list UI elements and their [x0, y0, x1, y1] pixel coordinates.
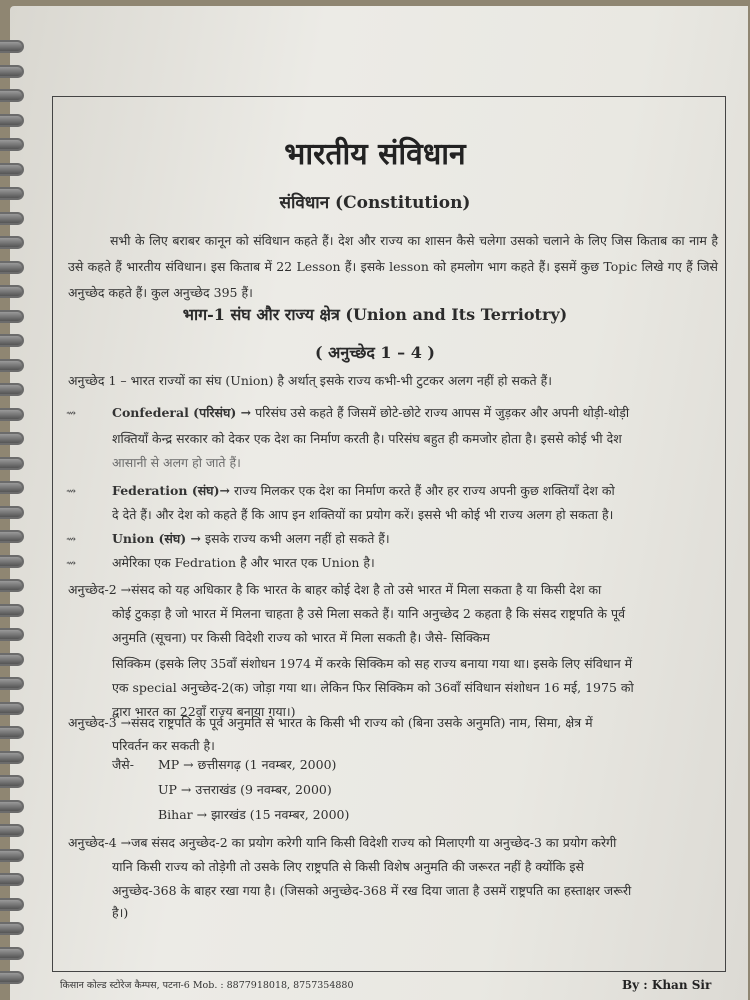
- article-range-heading: ( अनुच्छेद 1 – 4 ): [315, 343, 435, 362]
- confederal-line-2: शक्तियाँ केन्द्र सरकार को देकर एक देश का निर्माण करती है। परिसंघ बहुत ही कमजोर होता है। इससे कोई भी देश: [112, 431, 622, 446]
- article-2-line-6: द्वारा भारत का 22वाँ राज्य बनाया गया।): [112, 704, 296, 719]
- spiral-ring: [0, 285, 24, 298]
- spiral-ring: [0, 65, 24, 78]
- spiral-ring: [0, 383, 24, 396]
- spiral-ring: [0, 947, 24, 960]
- spiral-ring: [0, 800, 24, 813]
- spiral-ring: [0, 751, 24, 764]
- confederal-desc: परिसंघ उसे कहते हैं जिसमें छोटे-छोटे राज्य आपस में जुड़कर और अपनी थोड़ी-थोड़ी: [251, 405, 630, 420]
- article-2-line-4: सिक्किम (इसके लिए 35वाँ संशोधन 1974 में करके सिक्किम को सह राज्य बनाया गया था। इसके लिए संविधान में: [112, 656, 633, 671]
- article-3-line-1: अनुच्छेद-3 →संसद राष्ट्रपति के पूर्व अनुमति से भारत के किसी भी राज्य को (बिना उसके अनुमति) नाम, सिमा, क्षेत्र में: [68, 715, 593, 730]
- bullet-icon: ⇝: [66, 532, 77, 546]
- bullet-icon: ⇝: [66, 556, 77, 570]
- spiral-ring: [0, 726, 24, 739]
- bullet-icon: ⇝: [66, 484, 77, 498]
- spiral-ring: [0, 432, 24, 445]
- article-2-line-5: एक special अनुच्छेद-2(क) जोड़ा गया था। लेकिन फिर सिक्किम को 36वाँ संविधान संशोधन 16 मई, 1975 को: [112, 680, 634, 695]
- confederal-term: Confederal (परिसंघ) →: [112, 405, 252, 420]
- spiral-ring: [0, 873, 24, 886]
- page-title: भारतीय संविधान: [284, 137, 466, 172]
- spiral-ring: [0, 40, 24, 53]
- spiral-ring: [0, 604, 24, 617]
- spiral-ring: [0, 530, 24, 543]
- example-mp: MP → छत्तीसगढ़ (1 नवम्बर, 2000): [158, 757, 337, 772]
- spiral-ring: [0, 628, 24, 641]
- spiral-ring: [0, 849, 24, 862]
- article-3-line-2: परिवर्तन कर सकती है।: [112, 738, 215, 753]
- spiral-ring: [0, 408, 24, 421]
- spiral-ring: [0, 89, 24, 102]
- spiral-ring: [0, 898, 24, 911]
- spiral-ring: [0, 653, 24, 666]
- confederal-line-1: [112, 400, 629, 426]
- federation-line-2: दे देते हैं। और देश को कहते हैं कि आप इन शक्तियों का प्रयोग करें। इससे भी कोई भी राज्य अलग हो सकता है।: [112, 507, 614, 522]
- spiral-ring: [0, 555, 24, 568]
- article-2-line-2: कोई टुकड़ा है जो भारत में मिलना चाहता है उसे मिला सकते हैं। यानि अनुच्छेद 2 कहता है कि संसद राष्ट्रपति के पूर्व: [112, 606, 626, 621]
- article-2-line-3: अनुमति (सूचना) पर किसी विदेशी राज्य को भारत में मिला सकती है। जैसे- सिक्किम: [112, 630, 490, 645]
- spiral-ring: [0, 506, 24, 519]
- section-subtitle: संविधान (Constitution): [279, 193, 471, 213]
- spiral-ring: [0, 775, 24, 788]
- article-4-line-1: अनुच्छेद-4 →जब संसद अनुच्छेद-2 का प्रयोग करेगी यानि किसी विदेशी राज्य को मिलाएगी या अनुच्छेद-3 का प्रयोग करेगी: [68, 835, 617, 850]
- spiral-ring: [0, 922, 24, 935]
- example-up: UP → उत्तराखंड (9 नवम्बर, 2000): [158, 782, 332, 797]
- usa-line: अमेरिका एक Fedration है और भारत एक Union है।: [112, 555, 375, 570]
- spiral-ring: [0, 702, 24, 715]
- spiral-ring: [0, 579, 24, 592]
- article-2-line-1: अनुच्छेद-2 →संसद को यह अधिकार है कि भारत के बाहर कोई देश है तो उसे भारत में मिला सकता है या किसी देश का: [68, 582, 602, 597]
- spiral-ring: [0, 481, 24, 494]
- spiral-ring: [0, 114, 24, 127]
- spiral-ring: [0, 677, 24, 690]
- spiral-binding: [0, 40, 30, 1000]
- spiral-ring: [0, 457, 24, 470]
- footer-author: By : Khan Sir: [622, 978, 712, 992]
- example-label: जैसे-: [112, 757, 134, 772]
- union-desc: इसके राज्य कभी अलग नहीं हो सकते हैं।: [201, 531, 390, 546]
- union-line: [112, 526, 390, 552]
- federation-line-1: [112, 478, 615, 504]
- federation-desc: राज्य मिलकर एक देश का निर्माण करते हैं और हर राज्य अपनी कुछ शक्तियाँ देश को: [229, 483, 615, 498]
- article-4-line-3: अनुच्छेद-368 के बाहर रखा गया है। (जिसको अनुच्छेद-368 में रख दिया जाता है उसमें राष्ट्रपति का हस्ताक्षर जरूरी: [112, 883, 632, 898]
- footer-address: किसान कोल्ड स्टोरेज कैम्पस, पटना-6 Mob. : 8877918018, 8757354880: [60, 980, 354, 991]
- bullet-icon: ⇝: [66, 406, 77, 420]
- article-4-line-4: है।): [112, 905, 129, 920]
- example-bihar: Bihar → झारखंड (15 नवम्बर, 2000): [158, 807, 350, 822]
- spiral-ring: [0, 236, 24, 249]
- spiral-ring: [0, 212, 24, 225]
- article-4-line-2: यानि किसी राज्य को तोड़ेगी तो उसके लिए राष्ट्रपति से किसी विशेष अनुमति की जरूरत नहीं है क्योंकि इसे: [112, 859, 584, 874]
- part-heading: भाग-1 संघ और राज्य क्षेत्र (Union and Its Terriotry): [182, 305, 568, 324]
- spiral-ring: [0, 824, 24, 837]
- spiral-ring: [0, 971, 24, 984]
- federation-term: Federation (संघ)→: [112, 483, 230, 498]
- article-1-text: अनुच्छेद 1 – भारत राज्यों का संघ (Union) है अर्थात् इसके राज्य कभी-भी टुटकर अलग नहीं हो सकते हैं।: [68, 373, 553, 388]
- spiral-ring: [0, 261, 24, 274]
- union-term: Union (संघ) →: [112, 531, 202, 546]
- confederal-line-3: आसानी से अलग हो जाते हैं।: [112, 455, 241, 470]
- intro-paragraph: सभी के लिए बराबर कानून को संविधान कहते हैं। देश और राज्य का शासन कैसे चलेगा उसको चलाने के लिए जिस किताब का नाम है उसे कहते हैं भारतीय संविधान। इस किताब में 22 Lesson हैं। इसके lesson को हमलोग भाग कहते हैं। इसमें कुछ Topic लिखे गए हैं जिसे अनुच्छेद कहते हैं। कुल अनुच्छेद 395 हैं।: [68, 233, 718, 300]
